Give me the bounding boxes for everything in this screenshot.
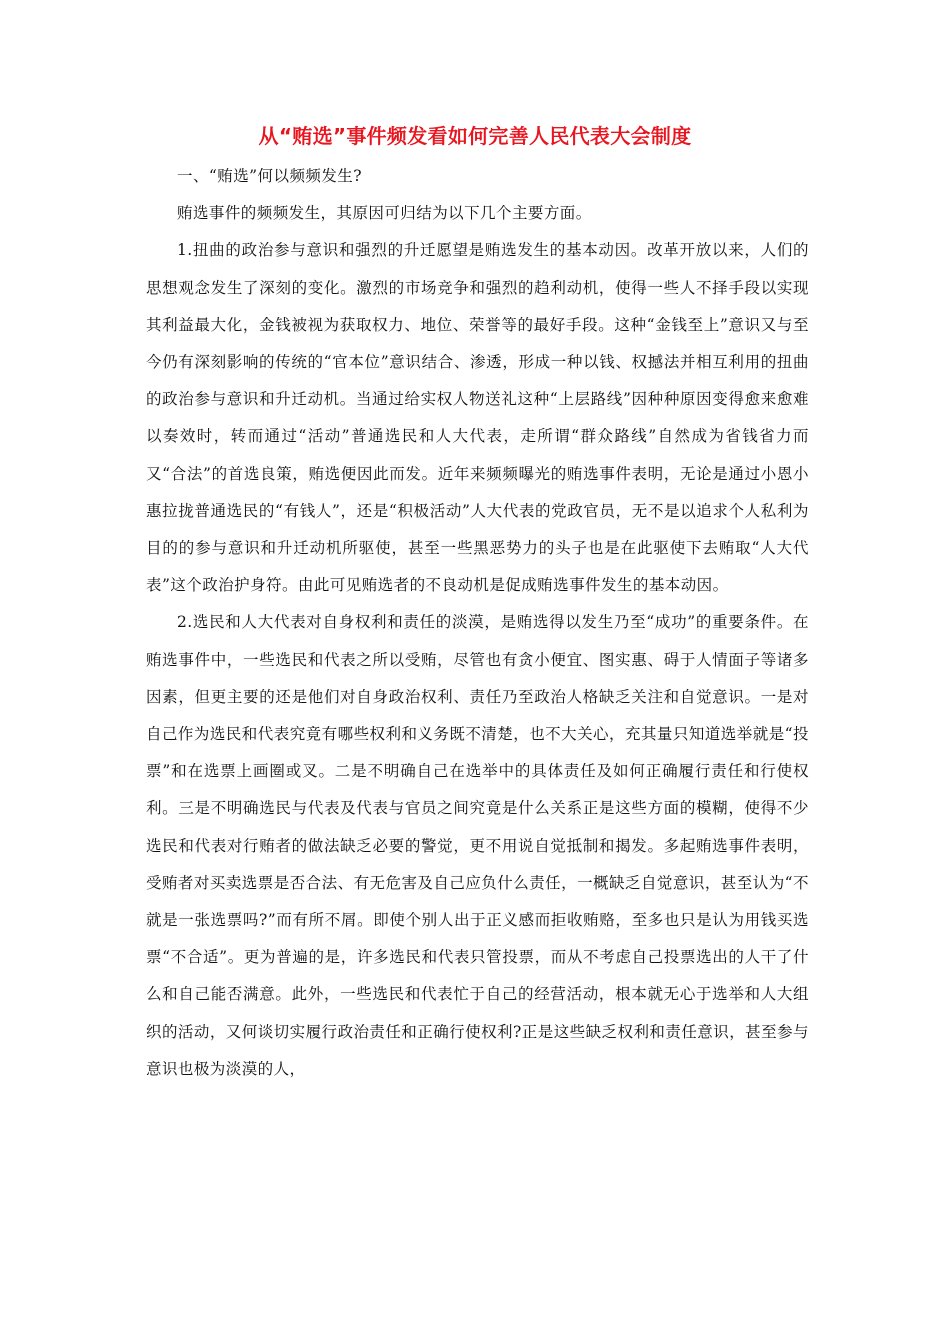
paragraph-1: 1.扭曲的政治参与意识和强烈的升迁愿望是贿选发生的基本动因。改革开放以来，人们的思想观念发生了深刻的变化。激烈的市场竞争和强烈的趋利动机，使得一些人不择手段以实现其利益最大化，金钱被视为获取权力、地位、荣誉等的最好手段。这种“金钱至上”意识又与至今仍有深刻影响的传统的“官本位”意识结合、渗透，形成一种以钱、权撼法并相互利用的扭曲的政治参与意识和升迁动机。当通过给实权人物送礼这种“上层路线”因种种原因变得愈来愈难以奏效时，转而通过“活动”普通选民和人大代表，走所谓“群众路线”自然成为省钱省力而又“合法”的首选良策，贿选便因此而发。近年来频频曝光的贿选事件表明，无论是通过小恩小惠拉拢普通选民的“有钱人”，还是“积极活动”人大代表的党政官员，无不是以追求个人私利为目的的参与意识和升迁动机所驱使，甚至一些黑恶势力的头子也是在此驱使下去贿取“人大代表”这个政治护身符。由此可见贿选者的不良动机是促成贿选事件发生的基本动因。 <box>146 241 809 595</box>
document-body <box>146 158 809 1088</box>
section-heading: 一、“贿选”何以频频发生? <box>177 167 363 185</box>
document-title: 从“贿选”事件频发看如何完善人民代表大会制度 <box>258 124 692 148</box>
intro-paragraph: 贿选事件的频频发生，其原因可归结为以下几个主要方面。 <box>177 204 592 223</box>
paragraph-2: 2.选民和人大代表对自身权利和责任的淡漠，是贿选得以发生乃至“成功”的重要条件。在贿选事件中，一些选民和代表之所以受贿，尽管也有贪小便宜、图实惠、碍于人情面子等诸多因素，但更主要的还是他们对自身政治权利、责任乃至政治人格缺乏关注和自觉意识。一是对自己作为选民和代表究竟有哪些权利和义务既不清楚，也不大关心，充其量只知道选举就是“投票”和在选票上画圈或叉。二是不明确自己在选举中的具体责任及如何正确履行责任和行使权利。三是不明确选民与代表及代表与官员之间究竟是什么关系正是这些方面的模糊，使得不少选民和代表对行贿者的做法缺乏必要的警觉，更不用说自觉抵制和揭发。多起贿选事件表明，受贿者对买卖选票是否合法、有无危害及自己应负什么责任，一概缺乏自觉意识，甚至认为“不就是一张选票吗?”而有所不屑。即使个别人出于正义感而拒收贿赂，至多也只是认为用钱买选票“不合适”。更为普遍的是，许多选民和代表只管投票，而从不考虑自己投票选出的人干了什么和自己能否满意。此外，一些选民和代表忙于自己的经营活动，根本就无心于选举和人大组织的活动，又何谈切实履行政治责任和正确行使权利?正是这些缺乏权利和责任意识，甚至参与意识也极为淡漠的人， <box>146 613 809 1078</box>
